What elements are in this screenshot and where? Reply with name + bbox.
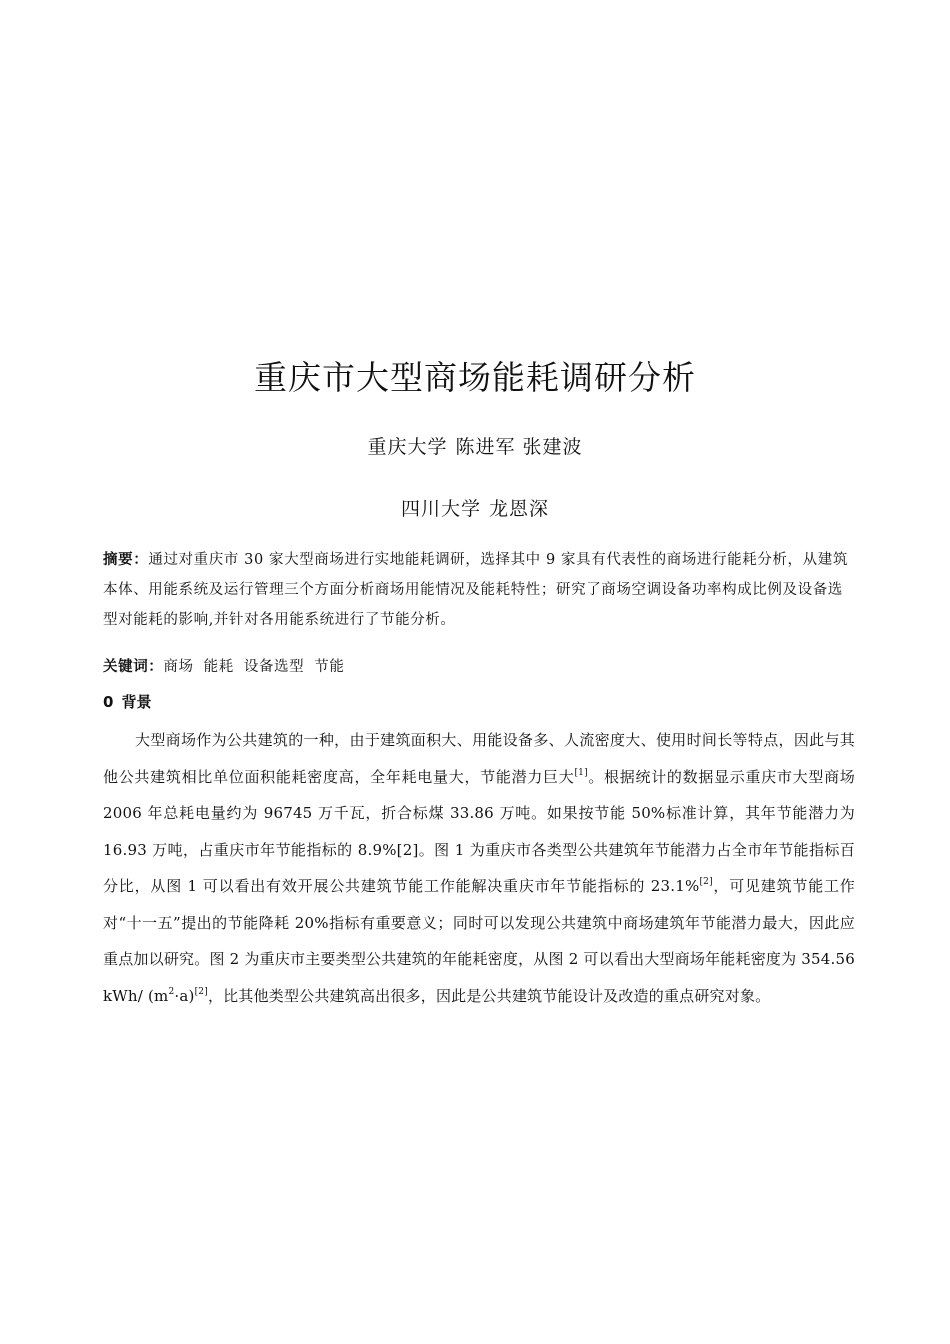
body-text-part: ，比其他类型公共建筑高出很多，因此是公共建筑节能设计及改造的重点研究对象。 [207, 986, 771, 1005]
keywords-label: 关键词： [103, 659, 164, 675]
citation: [2] [194, 986, 208, 997]
keyword: 能耗 [203, 659, 234, 675]
section-number: 0 [103, 693, 114, 711]
section-title: 背景 [121, 693, 152, 711]
body-text-part: 大型商场作为公共建筑的一种，由于建筑面积大、用能设备多、人流密度大、使用时间长等特点，因此与其他公共建筑相比单位面积能耗密度高，全年耗电量大，节能潜力巨大 [103, 731, 855, 786]
section-heading [103, 691, 151, 712]
keyword: 设备选型 [243, 659, 305, 675]
abstract-text: 通过对重庆市 30 家大型商场进行实地能耗调研，选择其中 9 家具有代表性的商场进行能耗分析，从建筑本体、用能系统及运行管理三个方面分析商场用能情况及能耗特性；研究了商场空调设备功率构成比例及设备选型对能耗的影响,并针对各用能系统进行了节能分析。 [103, 552, 848, 628]
author-line-1 [0, 432, 950, 459]
citation: [2] [699, 877, 713, 887]
keyword: 商场 [163, 659, 194, 675]
body-text-part: ，可见建筑节能工作对“十一五”提出的节能降耗 20%指标有重要意义；同时可以发现公共建筑中商场建筑年节能潜力最大，因此应重点加以研究。图 2 为重庆市主要类型公共建筑的年能耗密度，从图 2 可以看出大型商场年能耗密度为 354.56 kWh/ (m [103, 877, 855, 1005]
author-names: 龙恩深 [489, 498, 550, 520]
author-affiliation: 重庆大学 [367, 436, 448, 458]
abstract [103, 545, 855, 635]
body-paragraph [103, 722, 855, 1014]
paper-title: 重庆市大型商场能耗调研分析 [254, 358, 696, 397]
citation: [1] [574, 767, 588, 778]
body-text-part: ·a) [174, 986, 195, 1005]
keyword: 节能 [314, 659, 345, 675]
abstract-label: 摘要： [103, 552, 149, 568]
author-line-2 [0, 494, 950, 521]
author-affiliation: 四川大学 [400, 498, 481, 520]
superscript-square: 2 [168, 986, 175, 997]
author-names: 陈进军 张建波 [455, 436, 583, 458]
body-text-part: 。根据统计的数据显示重庆市大型商场 2006 年总耗电量约为 96745 万千瓦，折合标煤 33.86 万吨。如果按节能 50%标准计算，其年节能潜力为 16.93 万吨，占重庆市年节能指标的 8.9%[2]。图 1 为重庆市各类型公共建筑年节能潜力占全市年节能指标百分比，从图 1 可以看出有效开展公共建筑节能工作能解决重庆市年节能指标的 23.1% [103, 767, 855, 895]
keywords [103, 655, 354, 676]
